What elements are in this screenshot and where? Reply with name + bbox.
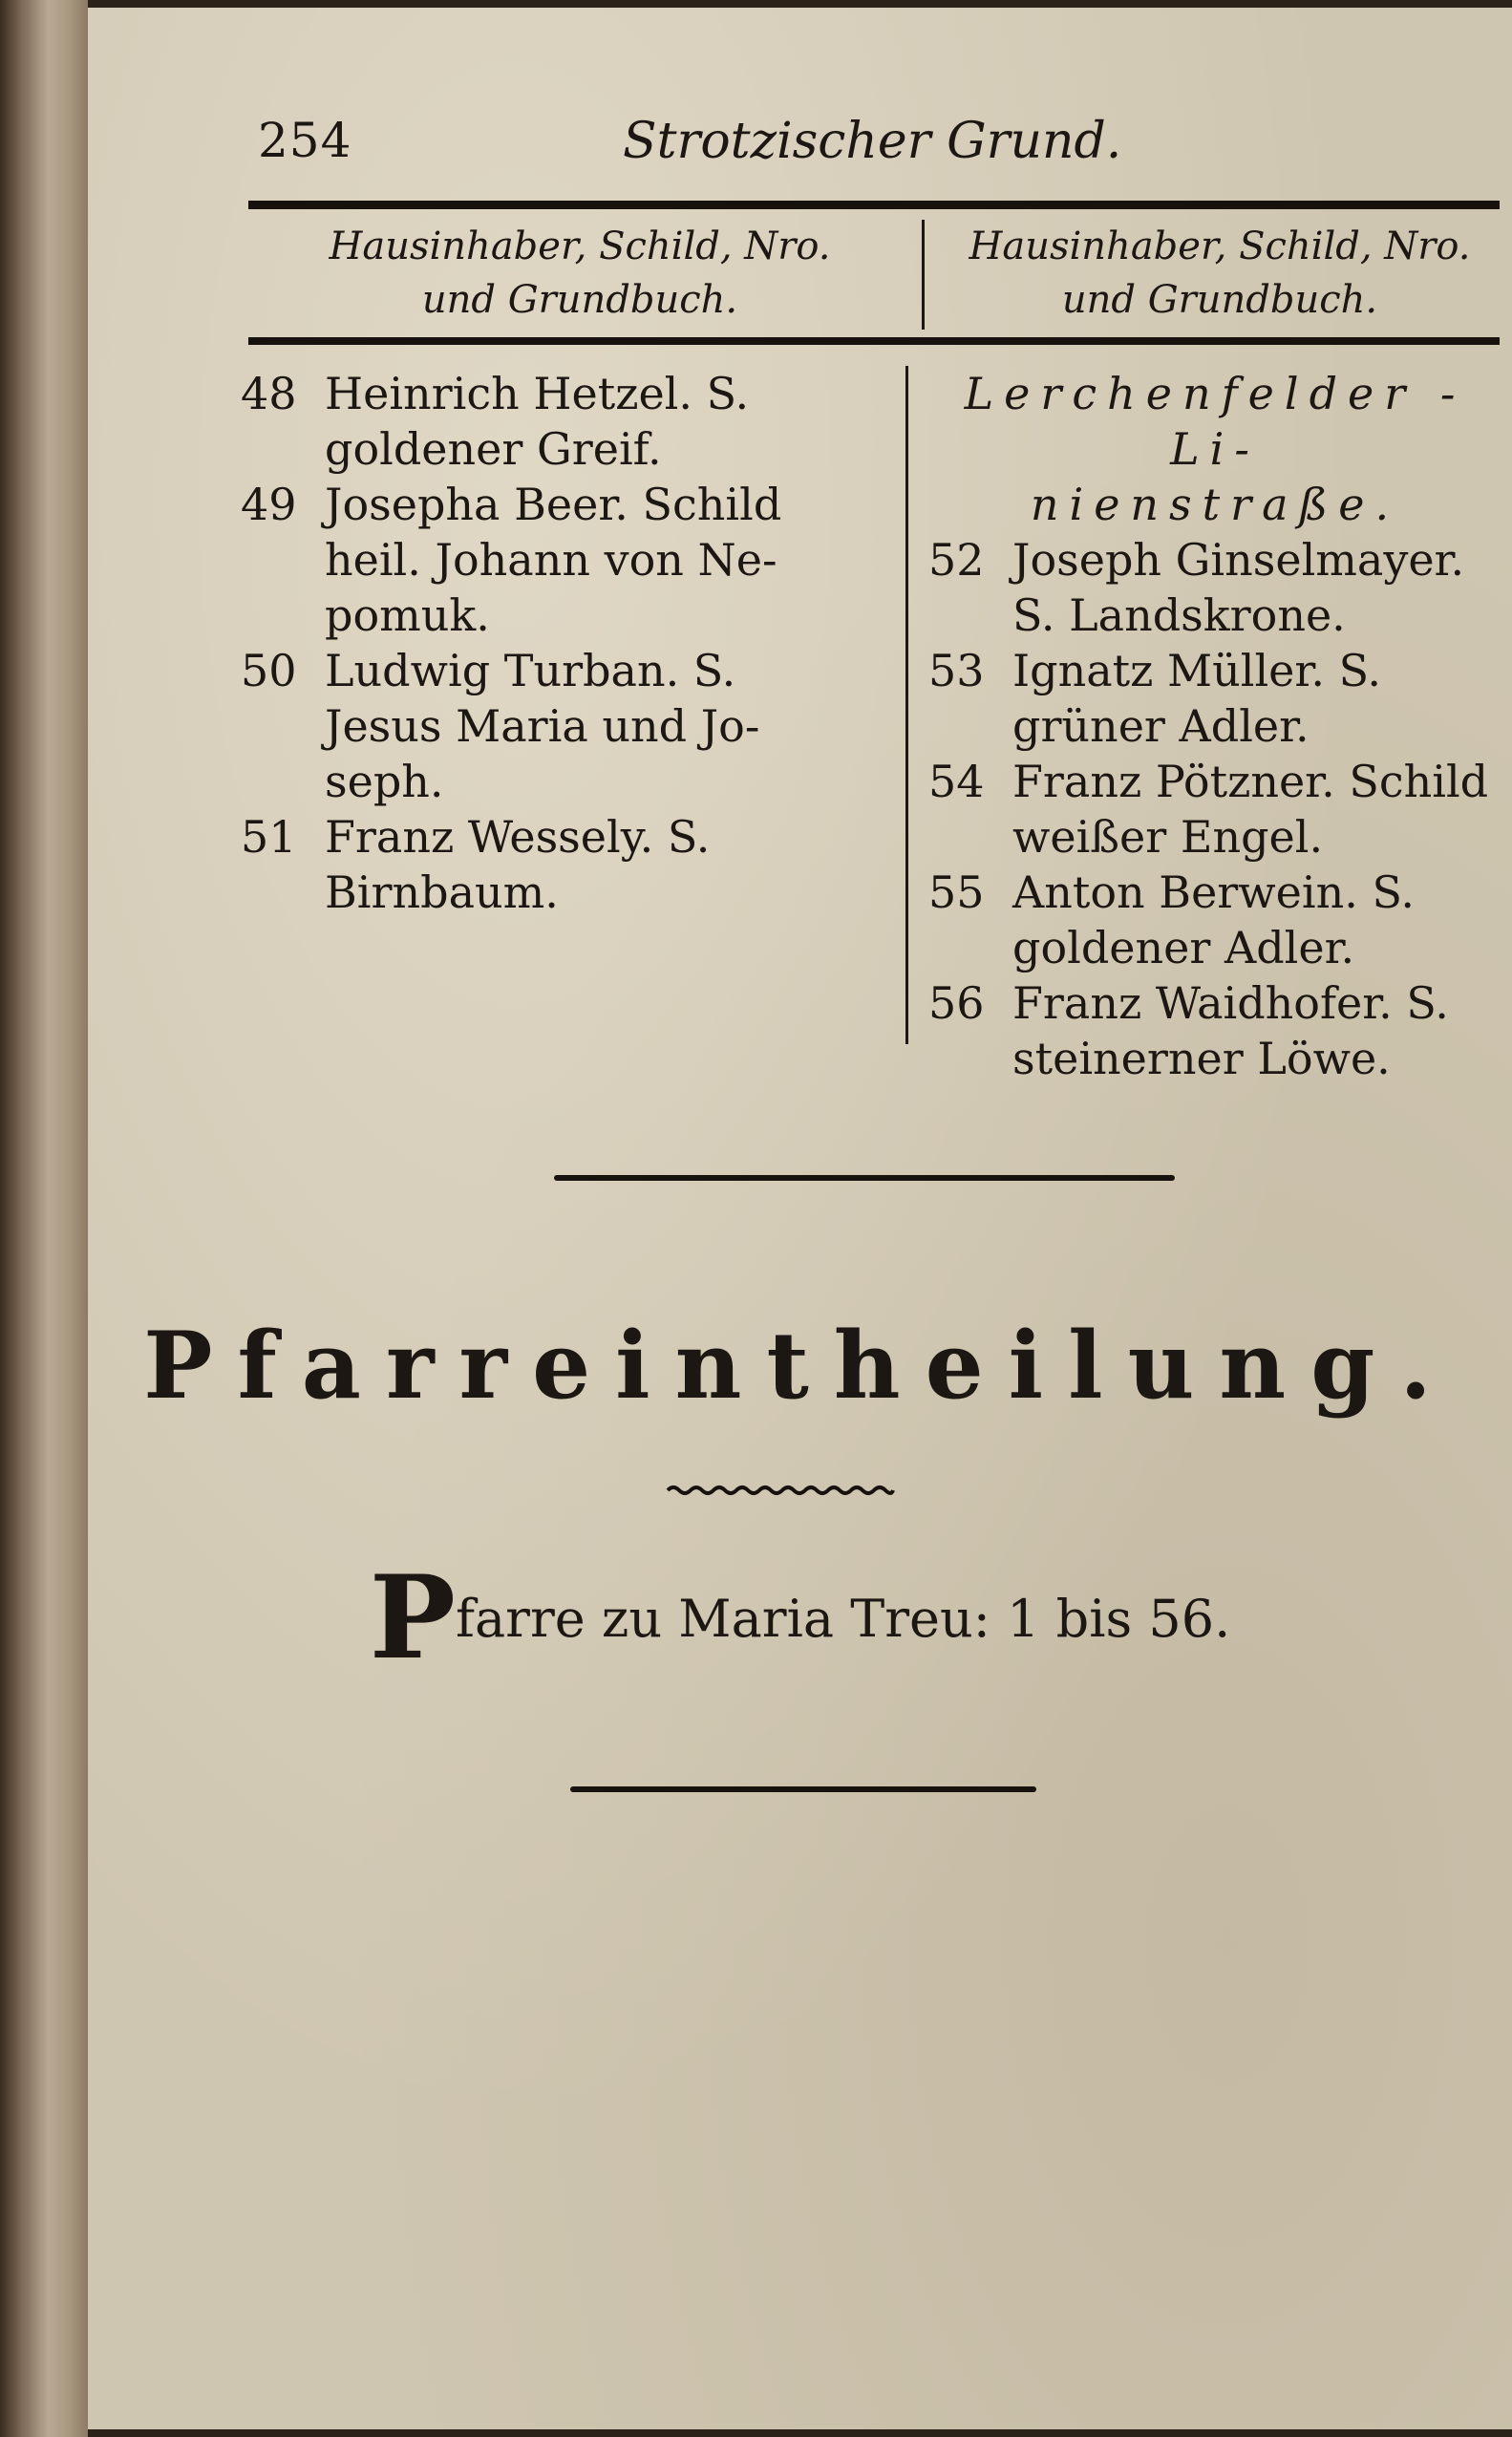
entry-number: 55	[928, 866, 985, 918]
street-heading	[928, 366, 1501, 532]
entry-56	[928, 975, 1501, 1086]
page-number: 254	[258, 113, 352, 168]
left-column-header	[245, 220, 914, 334]
header-rule	[248, 201, 1500, 209]
entry-49	[241, 477, 909, 643]
entry-line: goldener Adler.	[1012, 922, 1355, 973]
entry-50	[241, 643, 909, 809]
entry-54	[928, 754, 1501, 865]
entry-number: 51	[241, 811, 297, 863]
entry-line: goldener Greif.	[325, 423, 662, 475]
entry-51	[241, 809, 909, 920]
left-header-line-1: Hausinhaber, Schild, Nro.	[329, 224, 831, 268]
entry-line: S. Landskrone.	[1012, 589, 1346, 641]
entry-number: 54	[928, 756, 985, 807]
parish-text: farre zu Maria Treu: 1 bis 56.	[455, 1589, 1231, 1649]
entry-line: Franz Pötzner. Schild	[1012, 756, 1489, 807]
entry-line: Heinrich Hetzel. S.	[325, 368, 750, 419]
entry-line: heil. Johann von Ne-	[325, 534, 777, 586]
right-column-header	[933, 220, 1506, 334]
entry-line: pomuk.	[325, 589, 490, 641]
left-entries	[241, 366, 909, 920]
entry-line: Birnbaum.	[325, 866, 559, 918]
wavy-rule	[666, 1484, 895, 1497]
entry-line: Joseph Ginselmayer.	[1012, 534, 1465, 586]
entry-line: Franz Waidhofer. S.	[1012, 977, 1449, 1029]
entry-number: 50	[241, 645, 297, 696]
entry-line: Ludwig Turban. S.	[325, 645, 736, 696]
entry-line: weißer Engel.	[1012, 811, 1324, 863]
section-title: Pfarreintheilung.	[143, 1312, 1457, 1420]
street-heading-line-1: Lerchenfelder - Li-	[964, 368, 1466, 475]
entry-52	[928, 532, 1501, 643]
entry-number: 49	[241, 479, 297, 530]
street-heading-line-2: nienstraße.	[1030, 479, 1400, 530]
entry-line: Jesus Maria und Jo-	[325, 700, 760, 752]
section-rule-top	[554, 1175, 1175, 1181]
entry-number: 53	[928, 645, 985, 696]
entry-line: steinerner Löwe.	[1012, 1033, 1391, 1084]
section-rule-bottom	[570, 1786, 1036, 1792]
entry-line: Franz Wessely. S.	[325, 811, 711, 863]
entry-line: grüner Adler.	[1012, 700, 1310, 752]
entry-53	[928, 643, 1501, 754]
right-header-line-2: und Grundbuch.	[1061, 278, 1378, 322]
entry-48	[241, 366, 909, 477]
entry-number: 52	[928, 534, 985, 586]
right-entries	[928, 366, 1501, 1086]
header-column-divider	[922, 220, 925, 330]
left-header-line-2: und Grundbuch.	[421, 278, 738, 322]
column-header-rule	[248, 337, 1500, 345]
page	[88, 8, 1512, 2429]
running-head	[88, 113, 1512, 189]
entry-number: 48	[241, 368, 297, 419]
entry-line: Ignatz Müller. S.	[1012, 645, 1382, 696]
entry-line: Anton Berwein. S.	[1012, 866, 1415, 918]
parish-line	[88, 1550, 1512, 1685]
running-title: Strotzischer Grund.	[623, 113, 1122, 170]
drop-cap: P	[369, 1550, 456, 1685]
entry-55	[928, 865, 1501, 975]
entry-number: 56	[928, 977, 985, 1029]
page-edge	[0, 0, 88, 2437]
entry-line: seph.	[325, 756, 444, 807]
right-header-line-1: Hausinhaber, Schild, Nro.	[969, 224, 1471, 268]
entry-line: Josepha Beer. Schild	[325, 479, 782, 530]
